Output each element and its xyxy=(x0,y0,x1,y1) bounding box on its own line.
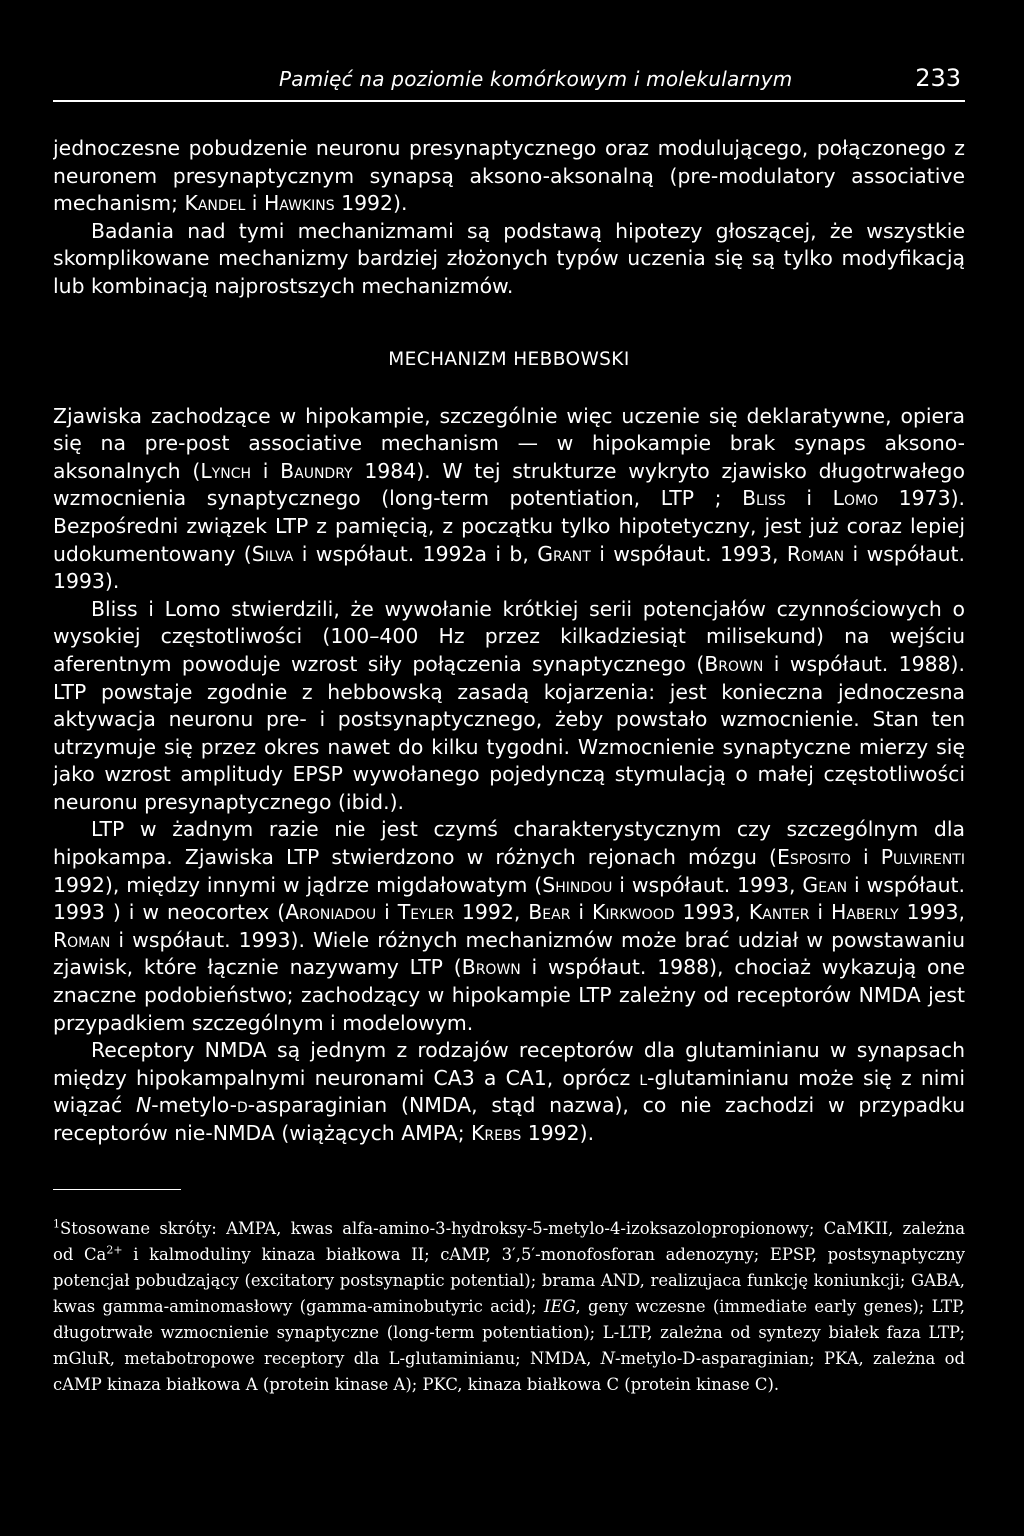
author-citation: Kanter xyxy=(748,900,810,925)
paragraph: Badania nad tymi mechanizmami są podstawą hipotezy głoszącej, że wszystkie skomplikowane mechanizmy bardziej złożonych typów uczenia się są tylko modyfikacją lub kombinacją najprostszych mechanizmów. xyxy=(53,218,965,298)
author-citation: Shindou xyxy=(542,872,613,897)
running-header xyxy=(53,60,965,102)
author-citation: Roman xyxy=(786,541,845,566)
author-citation: Krebs xyxy=(471,1121,522,1145)
author-citation: Pulvirenti xyxy=(880,845,965,870)
author-citation: Bear xyxy=(528,900,571,925)
author-citation: Hawkins xyxy=(263,191,335,216)
paragraph: Zjawiska zachodzące w hipokampie, szczególnie więc uczenie się deklaratywne, opiera się na pre-post associative mechanism — w hipokampie brak synaps aksono-aksonalnych (Lynch i Baundry 1984). W tej strukturze wykryto zjawisko długotrwałego wzmocnienia synaptycznego (long-term potentiation, LTP ; Bliss i Lomo 1973). Bezpośredni związek LTP z pamięcią, z początku tylko hipotetyczny, jest już coraz lepiej udokumentowany (Silva i współaut. 1992a i b, Grant i współaut. 1993, Roman i współaut. 1993). xyxy=(53,403,965,594)
footnote: $^1$Stosowane skróty: AMPA, kwas alfa-amino-3-hydroksy-5-metylo-4-izoksazolopropionowy; CaMKII, zależna od $Ca^{2+}$ i kalmoduliny kinaza białkowa II; cAMP, 3′,5′-monofosforan adenozyny; EPSP, postsynaptyczny potencjał pobudzający (excitatory postsynaptic potential); brama AND, realizujaca funkcję koniunkcji; GABA, kwas gamma-aminomasłowy (gamma-aminobutyric acid); IEG, geny wczesne (immediate early genes); LTP, długotrwałe wzmocnienie synaptyczne (long-term potentiation); L-LTP, zależna od syntezy białek faza LTP; mGluR, metabotropowe receptory dla L-glutaminianu; NMDA, N-metylo-D-asparaginian; PKA, zależna od cAMP kinaza białkowa A (protein kinase A); PKC, kinaza białkowa C (protein kinase C). xyxy=(53,1217,965,1394)
author-citation: Teyler xyxy=(397,900,454,925)
author-citation: Esposito xyxy=(777,845,851,870)
author-citation: Roman xyxy=(53,927,111,952)
body-text xyxy=(53,135,965,1148)
author-citation: Brown xyxy=(461,955,521,980)
author-citation: Kandel xyxy=(184,191,246,216)
page-number: 233 xyxy=(915,64,961,92)
paragraph: LTP w żadnym razie nie jest czymś charakterystycznym czy szczególnym dla hipokampa. Zjawiska LTP stwierdzono w różnych rejonach mózgu (Esposito i Pulvirenti 1992), między innymi w jądrze migdałowatym (Shindou i współaut. 1993, Gean i współaut. 1993 ) i w neocortex (Aroniadou i Teyler 1992, Bear i Kirkwood 1993, Kanter i Haberly 1993, Roman i współaut. 1993). Wiele różnych mechanizmów może brać udział w powstawaniu zjawisk, które łącznie nazywamy LTP (Brown i współaut. 1988), chociaż wykazują one znaczne podobieństwo; zachodzący w hipokampie LTP zależny od receptorów NMDA jest przypadkiem szczególnym i modelowym. xyxy=(53,817,965,1035)
author-citation: Kirkwood xyxy=(592,900,675,925)
author-citation: Lomo xyxy=(832,486,879,511)
author-citation: Silva xyxy=(251,541,294,566)
footnote-divider xyxy=(53,1189,181,1190)
paragraph: Receptory NMDA są jednym z rodzajów receptorów dla glutaminianu w synapsach między hipokampalnymi neuronami CA3 a CA1, oprócz l-glutaminianu może się z nimi wiązać N-metylo-d-asparaginian (NMDA, stąd nazwa), co nie zachodzi w przypadku receptorów nie-NMDA (wiążących AMPA; Krebs 1992). xyxy=(53,1038,965,1145)
author-citation: Lynch xyxy=(200,458,251,483)
footnote-marker: 1 xyxy=(53,1217,60,1231)
paragraph-continued: jednoczesne pobudzenie neuronu presynaptycznego oraz modulującego, połączonego z neuronem presynaptycznym synapsą aksono-aksonalną (pre-modulatory associative mechanism; Kandel i Hawkins 1992). xyxy=(53,136,965,216)
running-title: Pamięć na poziomie komórkowym i molekularnym xyxy=(279,67,793,91)
document-page xyxy=(53,60,965,1520)
author-citation: Gean xyxy=(802,872,848,897)
author-citation: Aroniadou xyxy=(285,900,377,925)
author-citation: Bliss xyxy=(742,486,786,511)
paragraph: Bliss i Lomo stwierdzili, że wywołanie krótkiej serii potencjałów czynnościowych o wysokiej częstotliwości (100–400 Hz przez kilkadziesiąt milisekund) na wejściu aferentnym powoduje wzrost siły połączenia synaptycznego (Brown i współaut. 1988). LTP powstaje zgodnie z hebbowską zasadą kojarzenia: jest konieczna jednoczesna aktywacja neuronu pre- i postsynaptycznego, żeby powstało wzmocnienie. Stan ten utrzymuje się przez okres nawet do kilku tygodni. Wzmocnienie synaptyczne mierzy się jako wzrost amplitudy EPSP wywołanego pojedynczą stymulacją o małej częstotliwości neuronu presynaptycznego (ibid.). xyxy=(53,596,965,814)
section-heading: MECHANIZM HEBBOWSKI xyxy=(388,348,630,370)
author-citation: Grant xyxy=(537,541,591,566)
author-citation: Brown xyxy=(704,651,764,676)
author-citation: Haberly xyxy=(831,900,899,925)
author-citation: Baundry xyxy=(280,458,353,483)
